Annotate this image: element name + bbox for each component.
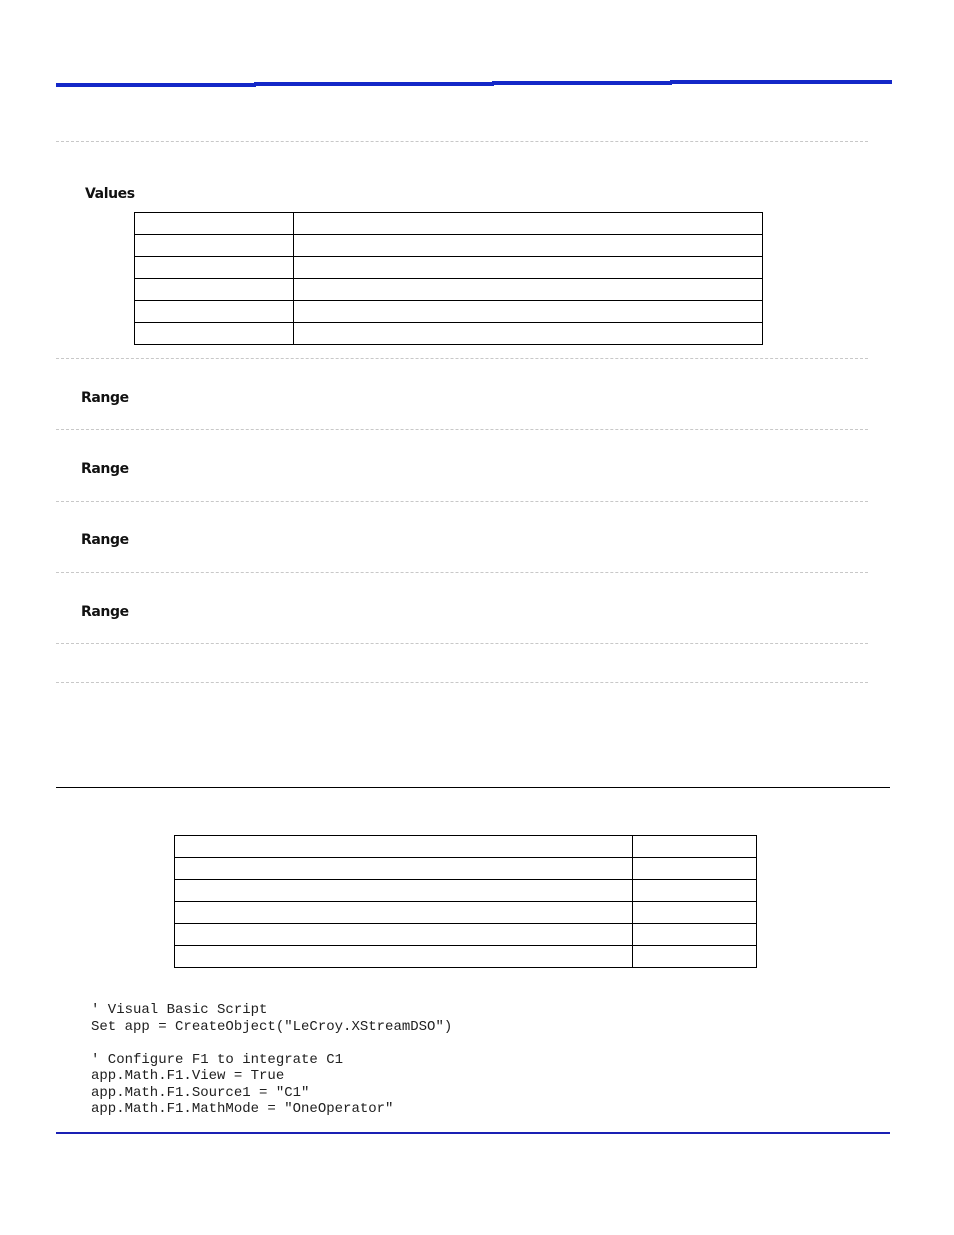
table-cell (135, 257, 294, 279)
values-table-row (135, 213, 763, 235)
table-cell (175, 858, 633, 880)
range-heading: Range (81, 532, 129, 548)
table-cell (633, 836, 757, 858)
section-separator (56, 501, 868, 502)
table-cell (294, 257, 763, 279)
code-line: app.Math.F1.MathMode = "OneOperator" (91, 1101, 394, 1117)
table-cell (633, 924, 757, 946)
header-rule-segment (254, 82, 494, 86)
footer-rule (56, 1132, 890, 1134)
range-heading: Range (81, 604, 129, 620)
header-rule-segment (670, 80, 892, 84)
table-cell (294, 301, 763, 323)
section-separator (56, 141, 868, 142)
values-table-row (135, 235, 763, 257)
table-cell (175, 836, 633, 858)
header-rule-segment (56, 83, 256, 87)
table-cell (294, 235, 763, 257)
range-heading: Range (81, 390, 129, 406)
example-divider (56, 787, 890, 788)
section-separator (56, 682, 868, 683)
table-cell (135, 323, 294, 345)
code-line: ' Configure F1 to integrate C1 (91, 1051, 344, 1068)
table-cell (294, 213, 763, 235)
code-line: Set app = CreateObject("LeCroy.XStreamDSO") (91, 1018, 453, 1035)
code-line: app.Math.F1.View = True (91, 1068, 285, 1084)
table-cell (633, 880, 757, 902)
table-cell (633, 946, 757, 968)
example-table-row (175, 902, 757, 924)
section-separator (56, 358, 868, 359)
example-table-row (175, 880, 757, 902)
code-line: ' Visual Basic Script (91, 1002, 268, 1018)
example-table-row (175, 858, 757, 880)
example-table (174, 835, 757, 968)
table-cell (294, 279, 763, 301)
values-heading: Values (85, 186, 135, 202)
table-cell (135, 279, 294, 301)
values-table-row (135, 301, 763, 323)
example-table-row (175, 924, 757, 946)
code-line (91, 1035, 452, 1052)
table-cell (175, 946, 633, 968)
code-line: app.Math.F1.Source1 = "C1" (91, 1084, 310, 1101)
values-table-row (135, 279, 763, 301)
table-cell (175, 880, 633, 902)
values-table-row (135, 323, 763, 345)
table-cell (294, 323, 763, 345)
values-table-row (135, 257, 763, 279)
values-table (134, 212, 763, 345)
table-cell (633, 858, 757, 880)
table-cell (175, 902, 633, 924)
header-rule (56, 80, 892, 86)
table-cell (633, 902, 757, 924)
example-table-row (175, 946, 757, 968)
code-example (91, 1002, 452, 1118)
section-separator (56, 429, 868, 430)
header-rule-segment (492, 81, 672, 85)
table-cell (135, 235, 294, 257)
range-heading: Range (81, 461, 129, 477)
section-separator (56, 643, 868, 644)
section-separator (56, 572, 868, 573)
table-cell (135, 213, 294, 235)
table-cell (135, 301, 294, 323)
table-cell (175, 924, 633, 946)
example-table-row (175, 836, 757, 858)
